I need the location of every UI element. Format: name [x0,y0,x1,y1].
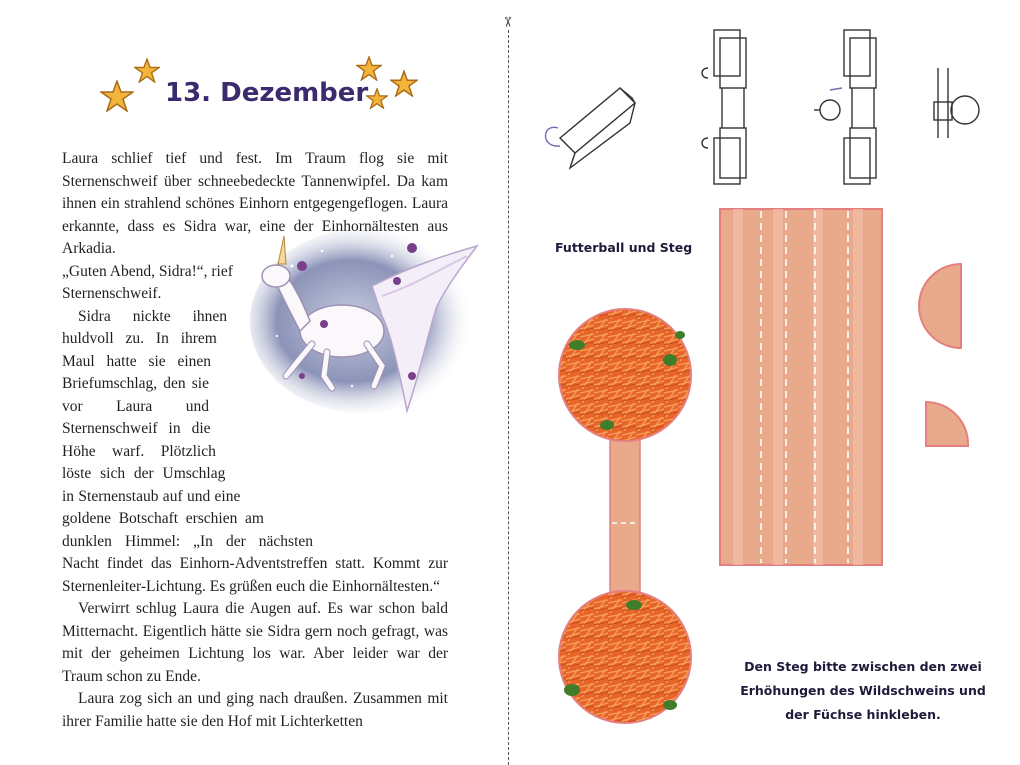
half-circle-bottom[interactable] [922,400,970,490]
star-icon [134,58,160,83]
folding-diagrams [530,28,1000,188]
story-paragraph: Laura zog sich an und ging nach draußen. Zusammen mit ihrer Familie hatte sie den Hof mit Lichterketten [62,690,448,730]
futterball-cutout[interactable] [552,305,698,725]
story-text [62,148,448,733]
instruction-line: der Füchse hinkleben. [785,707,941,722]
left-page [0,0,505,765]
star-icon [390,70,418,97]
instruction-line: Den Steg bitte zwischen den zwei [744,659,982,674]
steg-plank[interactable] [718,207,884,567]
scissors-icon: ✂ [498,16,515,28]
instruction-line: Erhöhungen des Wildschweins und [740,683,986,698]
story-paragraph: Verwirrt schlug Laura die Augen auf. Es war schon bald Mitternacht. Eigentlich hätte sie Sidra gern noch gefragt, was mit der geheimen Lichtung los war. Aber leider war der Traum schon zu Ende. [62,600,448,685]
story-paragraph: Laura schlief tief und fest. Im Traum flog sie mit Sternenschweif über schneebedeckte Tannenwipfel. Da kam ihnen ein strahlend schönes Einhorn entgegengeflogen. Laura erkannte, dass es Sidra war, eine der Einhornältesten aus Arkadia. [62,150,448,257]
half-circle-top[interactable] [915,262,965,352]
star-icon [366,88,388,109]
story-paragraph: „Guten Abend, Sidra!“, rief Sternenschweif. [62,262,233,302]
illustration-space [213,349,448,534]
story-paragraph: Sidra nickte ihnen huldvoll zu. In ihrem Maul hatte sie einen Briefumschlag, den sie vor Laura und Sternenschweif in die Höhe warf. Plötzlich löste sich der Umschlag in Sternenstaub auf und eine goldene Botschaft erschien am dunklen Himmel: „In der nächsten Nacht findet das Einhorn-Adventstreffen statt. Kommt zur Sternenleiter-Lichtung. Es grüßen euch die Einhornältesten.“ [62,307,448,595]
page-title: 13. Dezember [165,78,369,108]
glue-instruction [718,655,1008,727]
star-icon [100,80,134,112]
craft-label: Futterball und Steg [555,240,693,255]
